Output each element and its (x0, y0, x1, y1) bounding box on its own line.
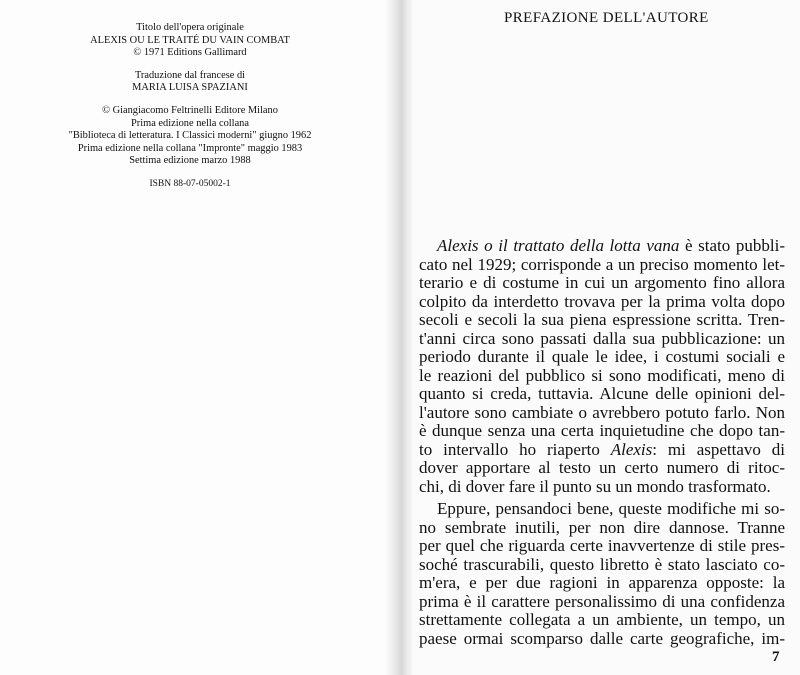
text-line: periodo durante il quale le idee, i costumi sociali e (419, 347, 785, 366)
colophon-line: Prima edizione nella collana (130, 117, 249, 129)
page-title: PREFAZIONE DELL'AUTORE (504, 10, 709, 26)
text-line: quanto si creda, tuttavia. Alcune delle opinioni del- (419, 384, 785, 403)
text-line: cato nel 1929; corrisponde a un preciso momento let- (419, 254, 785, 274)
text-line: le reazioni del pubblico si sono modificati, meno di (419, 365, 785, 385)
text-line: prima è il carattere personalissimo di una confidenza (419, 591, 785, 611)
page-number: 7 (772, 649, 780, 665)
text-line: soché trascurabili, questo libretto è stato lasciato co- (419, 554, 785, 574)
text-line: Alexis o il trattato della lotta vana è stato pubbli- (437, 236, 785, 255)
text-line: dover apportare al testo un certo numero di ritoc- (419, 458, 785, 477)
colophon-line: © 1971 Editions Gallimard (133, 47, 247, 59)
text-line: colpito da interdetto trovava per la prima volta dopo (419, 291, 785, 311)
text-line: terario e di costume in cui un argomento fino allora (419, 273, 785, 292)
text-line: t'anni circa sono passati dalla sua pubblicazione: un (419, 328, 785, 348)
text-line: per quel che riguarda certe inavvertenze di stile pres- (419, 536, 785, 555)
book-gutter (385, 0, 415, 675)
colophon-line: "Biblioteca di letteratura. I Classici moderni" giugno 1962 (68, 130, 312, 142)
text-line: secoli e secoli la sua piena espressione scritta. Tren- (419, 310, 785, 329)
preface-body (419, 237, 785, 648)
text-line: chi, di dover fare il punto su un mondo trasformato. (419, 476, 771, 496)
colophon-line: © Giangiacomo Feltrinelli Editore Milano (102, 104, 278, 116)
colophon-line: ALEXIS OU LE TRAITÉ DU VAIN COMBAT (90, 34, 290, 46)
colophon-line: Traduzione dal francese di (134, 69, 246, 81)
text-line: paese ormai scomparso dalle carte geografiche, im- (419, 628, 785, 648)
paragraph-2 (419, 500, 785, 648)
text-line: strettamente collegata a un ambiente, un tempo, un (419, 610, 785, 629)
colophon-line: Settima edizione marzo 1988 (129, 155, 251, 167)
left-page (0, 0, 392, 675)
colophon-line: Prima edizione nella collana "Impronte" maggio 1983 (77, 142, 303, 154)
text-line: l'autore sono cambiate o avrebbero potuto farlo. Non (419, 402, 785, 422)
text-line: to intervallo ho riaperto Alexis: mi aspettavo di (419, 439, 785, 459)
isbn: ISBN 88-07-05002-1 (149, 178, 231, 189)
paragraph-1 (419, 237, 785, 496)
text-line: no sembrate inutili, per non dire dannose. Tranne (419, 517, 785, 537)
colophon (0, 22, 380, 191)
text-line: Eppure, pensandoci bene, queste modifiche mi so- (437, 499, 785, 518)
colophon-line: Titolo dell'opera originale (136, 22, 244, 33)
text-line: è dunque senza una certa inquietudine che dopo tan- (419, 421, 785, 440)
text-line: m'era, e per due ragioni in apparenza opposte: la (419, 573, 785, 592)
colophon-line: MARIA LUISA SPAZIANI (132, 82, 248, 94)
